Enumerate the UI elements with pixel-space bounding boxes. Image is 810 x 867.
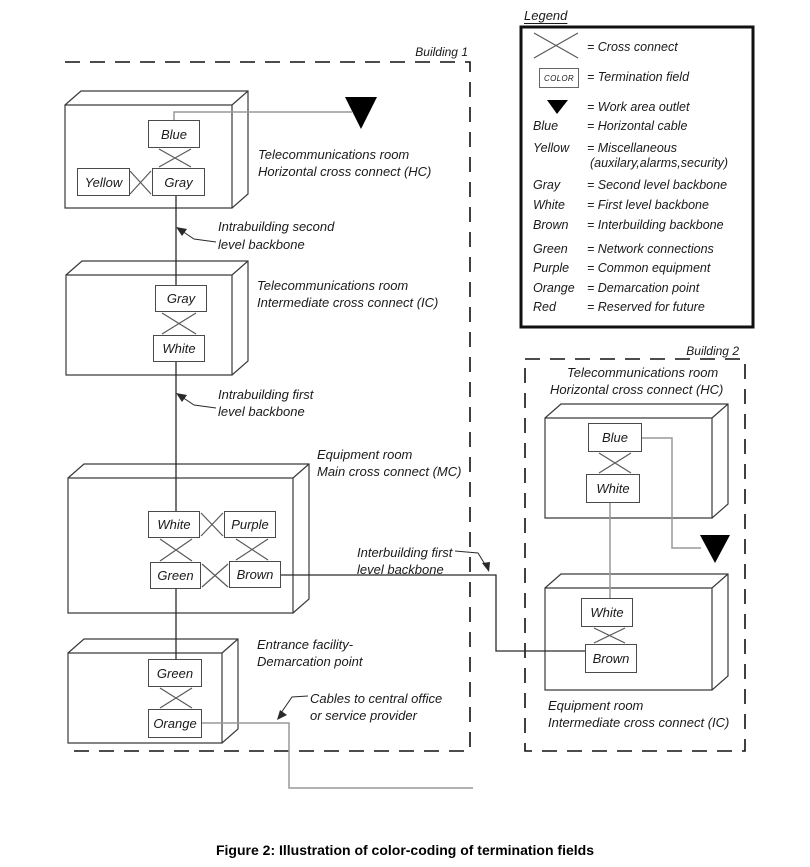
b2-horizontal-cable-line bbox=[642, 438, 701, 548]
cross-connect-x bbox=[159, 149, 191, 167]
legend-row-description: = First level backbone bbox=[587, 198, 709, 212]
termination-field-b1-hc-gray: Gray bbox=[152, 168, 205, 196]
legend-row-name: Yellow bbox=[533, 141, 570, 155]
b1-mc-room-box bbox=[68, 464, 309, 613]
legend-row-name: Brown bbox=[533, 218, 569, 232]
leader-arrowhead bbox=[176, 393, 187, 402]
intrabuilding-first-label bbox=[218, 386, 313, 420]
b1-entrance-room-label bbox=[257, 636, 363, 670]
legend-row-name: Purple bbox=[533, 261, 570, 275]
leader-arrowhead bbox=[176, 227, 187, 236]
termination-field-b1-mc-purple: Purple bbox=[224, 511, 276, 538]
legend-row-description: = Reserved for future bbox=[587, 300, 705, 314]
cable-label-line: Intrabuilding first bbox=[218, 387, 314, 402]
legend-row-description: = Work area outlet bbox=[587, 100, 690, 114]
cross-connect-x bbox=[201, 513, 223, 536]
leader-line bbox=[182, 397, 216, 408]
legend-row-name: Gray bbox=[533, 178, 561, 192]
legend-termination-field-box: COLOR bbox=[539, 68, 579, 88]
room-label-line: Telecommunications room bbox=[258, 147, 410, 162]
legend-row-name: Green bbox=[533, 242, 568, 256]
legend-row-description: = Common equipment bbox=[587, 261, 711, 275]
room-label-line: Equipment room bbox=[317, 447, 413, 462]
room-label-line: Demarcation point bbox=[257, 654, 363, 669]
legend-row-description: = Network connections bbox=[587, 242, 714, 256]
legend-row-description: = Horizontal cable bbox=[587, 119, 688, 133]
leader-line bbox=[182, 231, 216, 242]
cable-label-line: Intrabuilding second bbox=[218, 219, 335, 234]
cross-connect-x bbox=[130, 171, 151, 194]
work-area-outlet-icon bbox=[345, 97, 377, 129]
legend-title: Legend bbox=[524, 8, 568, 23]
legend-row-description: = Termination field bbox=[587, 70, 690, 84]
legend-row-description: = Interbuilding backbone bbox=[587, 218, 724, 232]
cable-label-line: level backbone bbox=[218, 237, 305, 252]
building1-label: Building 1 bbox=[415, 45, 468, 59]
legend-row-name: Blue bbox=[533, 119, 559, 133]
legend-row-description: = Miscellaneous bbox=[587, 141, 677, 155]
termination-field-b2-ic-white: White bbox=[581, 598, 633, 627]
cross-connect-x bbox=[594, 628, 625, 643]
termination-field-b1-ic-gray: Gray bbox=[155, 285, 207, 312]
termination-field-b1-ef-orange: Orange bbox=[148, 709, 202, 738]
termination-field-b1-mc-green: Green bbox=[150, 562, 201, 589]
legend-row-description: (auxilary,alarms,security) bbox=[590, 156, 728, 170]
leader-arrowhead bbox=[482, 562, 490, 572]
work-area-outlet-icon bbox=[700, 535, 730, 563]
intrabuilding-second-label bbox=[218, 218, 334, 254]
b2-hc-room-label-line1: Telecommunications room bbox=[567, 365, 719, 380]
termination-field-b1-ef-green: Green bbox=[148, 659, 202, 687]
b1-ic-room-label bbox=[257, 277, 438, 311]
termination-field-b1-mc-brown: Brown bbox=[229, 561, 281, 588]
cable-label-line: level backbone bbox=[357, 562, 444, 577]
b1-horizontal-cable-line bbox=[174, 112, 352, 122]
termination-field-b1-hc-blue: Blue bbox=[148, 120, 200, 148]
central-office-cable-line bbox=[202, 723, 473, 788]
cross-connect-x bbox=[160, 688, 192, 708]
interbuilding-first-label bbox=[357, 544, 452, 578]
legend-row-description: = Demarcation point bbox=[587, 281, 700, 295]
termination-field-b2-hc-blue: Blue bbox=[588, 423, 642, 452]
b1-mc-room-label bbox=[317, 446, 461, 480]
room-label-line: Telecommunications room bbox=[257, 278, 409, 293]
cable-label-line: Interbuilding first bbox=[357, 545, 453, 560]
cross-connect-x bbox=[599, 453, 631, 473]
b1-hc-room-label bbox=[258, 146, 431, 180]
cross-connect-x bbox=[162, 313, 196, 334]
legend-work-area-outlet-icon bbox=[547, 100, 568, 114]
room-label-line: Intermediate cross connect (IC) bbox=[548, 715, 730, 730]
termination-field-b1-mc-white: White bbox=[148, 511, 200, 538]
room-label-line: Equipment room bbox=[548, 698, 644, 713]
b2-hc-room-label-line2: Horizontal cross connect (HC) bbox=[550, 382, 724, 397]
legend-row-name: Orange bbox=[533, 281, 575, 295]
cable-label-line: Cables to central office bbox=[310, 691, 443, 706]
room-label-line: Horizontal cross connect (HC) bbox=[258, 164, 432, 179]
leader-line bbox=[281, 696, 308, 713]
central-office-label bbox=[310, 690, 442, 724]
building2-label: Building 2 bbox=[686, 344, 739, 358]
b2-ic-room-label bbox=[548, 697, 729, 731]
cross-connect-x bbox=[160, 539, 192, 561]
legend-cross-connect-icon bbox=[534, 33, 578, 58]
cable-label-line: or service provider bbox=[310, 708, 417, 723]
room-label-line: Entrance facility- bbox=[257, 637, 354, 652]
room-label-line: Main cross connect (MC) bbox=[317, 464, 462, 479]
legend-row-description: = Second level backbone bbox=[587, 178, 728, 192]
legend-row-name: White bbox=[533, 198, 565, 212]
room-label-line: Intermediate cross connect (IC) bbox=[257, 295, 439, 310]
cross-connect-x bbox=[202, 564, 228, 587]
termination-field-b2-ic-brown: Brown bbox=[585, 644, 637, 673]
leader-arrowhead bbox=[277, 710, 287, 720]
legend-row-description: = Cross connect bbox=[587, 40, 678, 54]
legend-row-name: Red bbox=[533, 300, 556, 314]
cable-label-line: level backbone bbox=[218, 404, 305, 419]
termination-field-b1-hc-yellow: Yellow bbox=[77, 168, 130, 196]
cross-connect-x bbox=[236, 539, 268, 560]
figure-caption: Figure 2: Illustration of color-coding of termination fields bbox=[215, 842, 594, 858]
termination-field-b2-hc-white: White bbox=[586, 474, 640, 503]
termination-field-b1-ic-white: White bbox=[153, 335, 205, 362]
